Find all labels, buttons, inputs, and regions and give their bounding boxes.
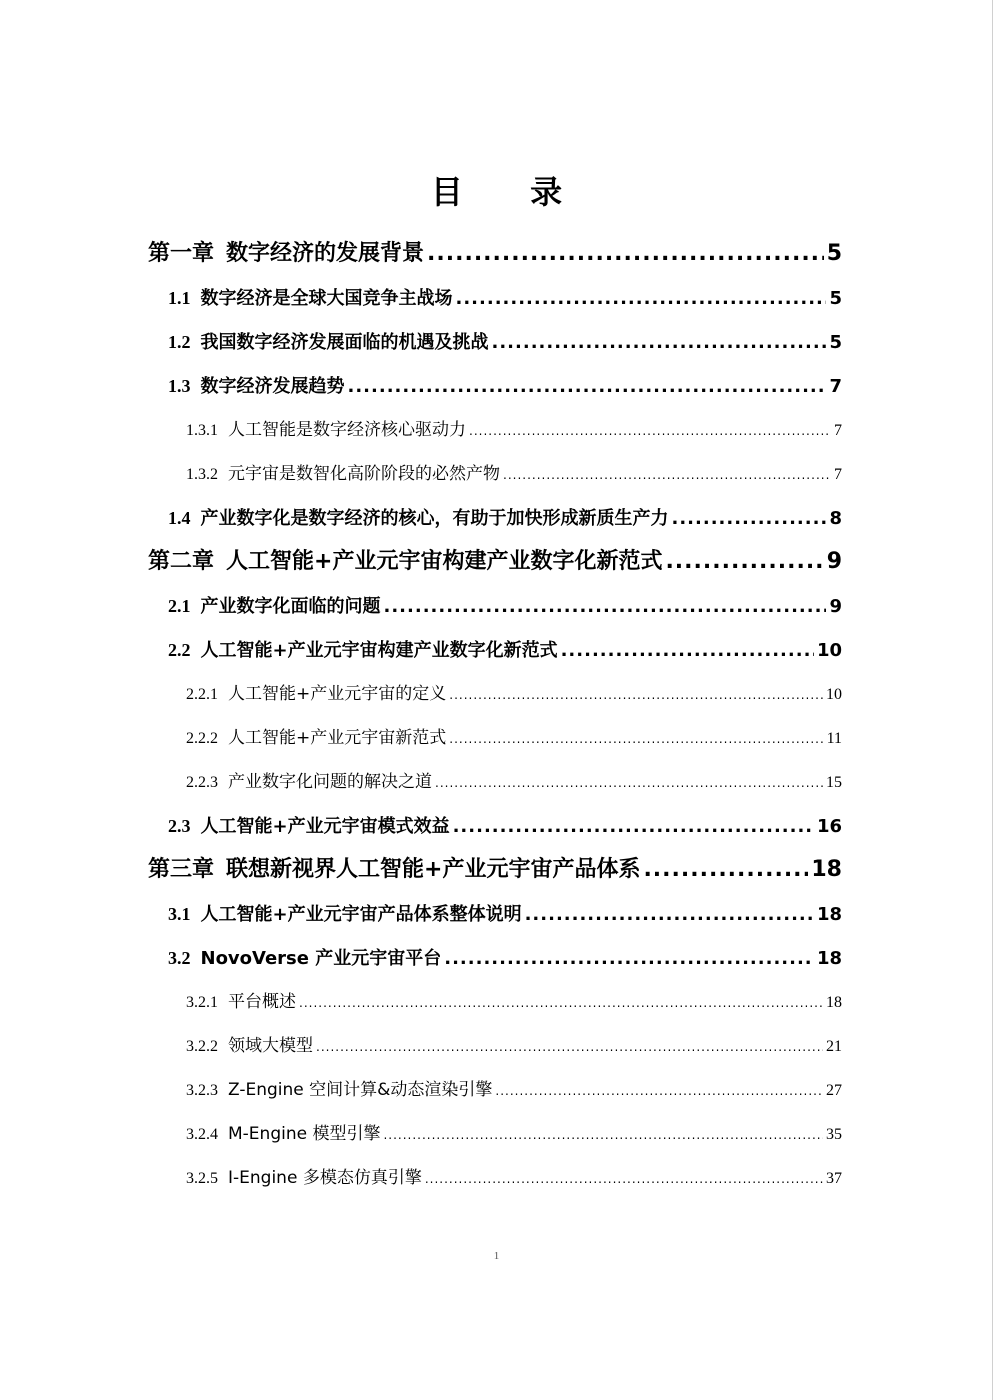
toc-entry-number: 1.3 [168,376,191,396]
toc-entry-page: 7 [834,466,842,483]
toc-entry-number: 2.2.3 [186,774,218,791]
toc-entry-page: 5 [829,332,842,353]
toc-entry-number: 1.4 [168,508,191,528]
toc-entry-number: 1.3.1 [186,422,218,439]
toc-entry[interactable] [148,1112,842,1156]
toc-entry-page: 9 [829,596,842,617]
toc-entry-number: 1.3.2 [186,466,218,483]
toc-entry-title: 人工智能+产业元宇宙新范式 [228,728,447,748]
toc-entry-number: 第二章 [148,549,215,574]
toc-entry-page: 5 [826,241,842,266]
toc-entry-number: 3.2.4 [186,1126,218,1143]
toc-entry-title: 人工智能+产业元宇宙的定义 [228,684,447,704]
toc-entry-number: 1.2 [168,332,191,352]
toc-entry-title: 我国数字经济发展面临的机遇及挑战 [200,332,489,353]
dot-leader [444,937,814,981]
toc-entry-page: 37 [826,1170,842,1187]
toc-entry[interactable] [148,804,842,848]
toc-entry-page: 21 [826,1038,842,1055]
toc-entry-number: 3.2.1 [186,994,218,1011]
dot-leader [435,761,823,805]
toc-entry-title: I-Engine 多模态仿真引擎 [228,1168,422,1188]
dot-leader [316,1025,823,1069]
toc-entry-number: 第三章 [148,857,215,882]
toc-entry-page: 10 [826,686,842,703]
toc-entry-title: 人工智能+产业元宇宙构建产业数字化新范式 [226,549,663,574]
dot-leader [561,629,814,673]
toc-entry-number: 3.2.3 [186,1082,218,1099]
toc-entry[interactable] [148,408,842,452]
dot-leader [495,1069,823,1113]
toc-entry-title: 平台概述 [228,992,296,1012]
toc-entry-title: 人工智能是数字经济核心驱动力 [228,420,466,440]
toc-entry-title: 元宇宙是数智化高阶阶段的必然产物 [228,464,500,484]
toc-entry-number: 1.1 [168,288,191,308]
dot-leader [449,673,823,717]
toc-entry-number: 2.3 [168,816,191,836]
toc-entry-page: 5 [829,288,842,309]
toc-entry-page: 8 [829,508,842,529]
toc-entry-title: 领域大模型 [228,1036,313,1056]
toc-entry[interactable] [148,716,842,760]
toc-entry-title: 产业数字化是数字经济的核心，有助于加快形成新质生产力 [200,508,669,529]
page-number: 1 [493,1250,500,1262]
toc-entry[interactable] [148,1156,842,1200]
toc-entry-title: 人工智能+产业元宇宙模式效益 [200,816,450,837]
toc-entry[interactable] [148,276,842,320]
toc-entry-number: 2.2 [168,640,191,660]
toc-entry-number: 第一章 [148,241,215,266]
toc-entry[interactable] [148,540,842,584]
dot-leader [383,1113,823,1157]
toc-entry[interactable] [148,936,842,980]
dot-leader [525,893,814,937]
toc-entry[interactable] [148,452,842,496]
toc-entry-title: 产业数字化问题的解决之道 [228,772,432,792]
toc-entry-page: 18 [826,994,842,1011]
toc-entry-page: 15 [826,774,842,791]
toc-entry-page: 9 [826,549,842,574]
toc-entry-number: 2.2.1 [186,686,218,703]
toc-entry-number: 3.2 [168,948,191,968]
dot-leader [427,232,824,276]
toc-entry-number: 2.2.2 [186,730,218,747]
toc-entry-title: 人工智能+产业元宇宙产品体系整体说明 [200,904,522,925]
toc-entry-number: 3.1 [168,904,191,924]
dot-leader [453,805,814,849]
toc-entry-title: 联想新视界人工智能+产业元宇宙产品体系 [226,857,641,882]
toc-entry-title: 数字经济发展趋势 [200,376,345,397]
dot-leader [449,717,823,761]
toc-entry[interactable] [148,672,842,716]
dot-leader [384,585,827,629]
toc-entry-page: 35 [826,1126,842,1143]
toc-entry[interactable] [148,496,842,540]
dot-leader [456,277,827,321]
dot-leader [469,409,831,453]
toc-entry[interactable] [148,320,842,364]
toc-entry-page: 7 [834,422,842,439]
dot-leader [643,848,808,892]
toc-entry-page: 27 [826,1082,842,1099]
toc-entry-page: 18 [811,857,842,882]
toc-entry-number: 3.2.5 [186,1170,218,1187]
toc-entry-page: 18 [816,948,842,969]
toc-entry-title: M-Engine 模型引擎 [228,1124,381,1144]
toc-entry-title: 人工智能+产业元宇宙构建产业数字化新范式 [200,640,558,661]
toc-entry[interactable] [148,848,842,892]
dot-leader [299,981,823,1025]
toc-entry-number: 2.1 [168,596,191,616]
dot-leader [503,453,831,497]
page-title: 目 录 [430,173,591,211]
dot-leader [492,321,827,365]
toc-entry[interactable] [148,760,842,804]
toc-entry-title: 数字经济的发展背景 [226,241,425,266]
toc-entry-title: 产业数字化面临的问题 [200,596,381,617]
toc-entry[interactable] [148,1024,842,1068]
table-of-contents [148,232,842,1200]
dot-leader [672,497,827,541]
toc-entry[interactable] [148,364,842,408]
toc-entry-title: 数字经济是全球大国竞争主战场 [200,288,453,309]
toc-entry[interactable] [148,892,842,936]
toc-entry-title: Z-Engine 空间计算&动态渲染引擎 [228,1080,493,1100]
toc-entry-page: 16 [816,816,842,837]
toc-entry-title: NovoVerse 产业元宇宙平台 [200,948,442,969]
toc-entry-page: 7 [829,376,842,397]
toc-entry[interactable] [148,584,842,628]
toc-entry-page: 18 [816,904,842,925]
dot-leader [425,1157,823,1201]
dot-leader [348,365,827,409]
toc-entry[interactable] [148,232,842,276]
toc-entry[interactable] [148,1068,842,1112]
toc-entry[interactable] [148,980,842,1024]
toc-entry[interactable] [148,628,842,672]
toc-entry-number: 3.2.2 [186,1038,218,1055]
toc-entry-page: 11 [826,730,842,747]
dot-leader [665,540,823,584]
toc-entry-page: 10 [816,640,842,661]
